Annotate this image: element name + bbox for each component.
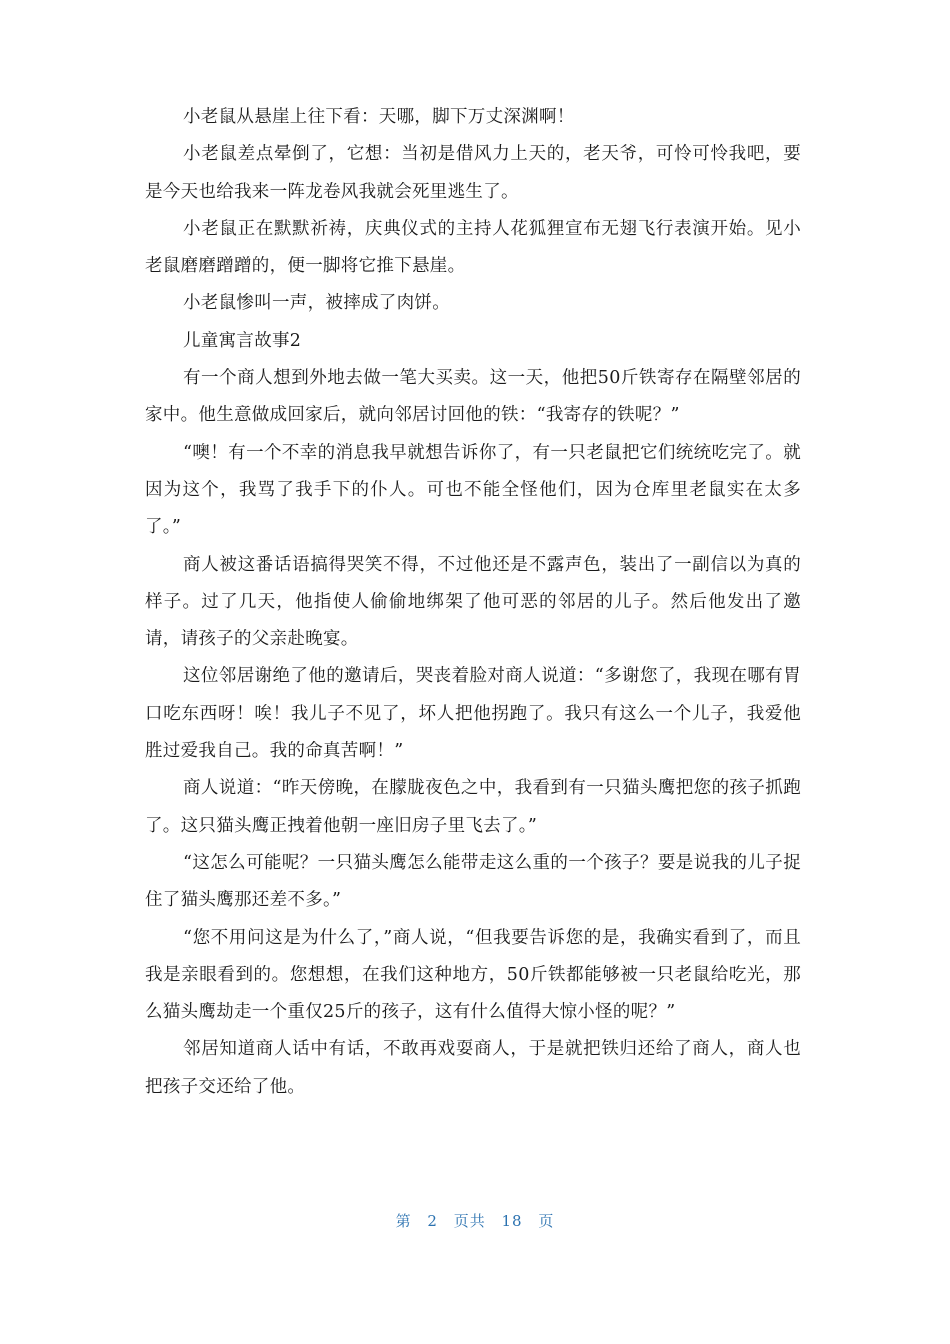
paragraph: 商人被这番话语搞得哭笑不得，不过他还是不露声色，装出了一副信以为真的样子。过了几天，他指使人偷偷地绑架了他可恶的邻居的儿子。然后他发出了邀请，请孩子的父亲赴晚宴。 [145, 554, 801, 650]
paragraph: 商人说道：“昨天傍晚，在朦胧夜色之中，我看到有一只猫头鹰把您的孩子抓跑了。这只猫头鹰正拽着他朝一座旧房子里飞去了。” [145, 778, 801, 836]
paragraph: 小老鼠差点晕倒了，它想：当初是借风力上天的，老天爷，可怜可怜我吧，要是今天也给我来一阵龙卷风我就会死里逃生了。 [145, 144, 801, 202]
current-page-number: 2 [427, 1212, 438, 1230]
paragraph: “这怎么可能呢？一只猫头鹰怎么能带走这么重的一个孩子？要是说我的儿子捉住了猫头鹰那还差不多。” [145, 852, 801, 911]
paragraph: “噢！有一个不幸的消息我早就想告诉你了，有一只老鼠把它们统统吃完了。就因为这个，我骂了我手下的仆人。可也不能全怪他们，因为仓库里老鼠实在太多了。” [145, 442, 801, 538]
section-heading: 儿童寓言故事2 [183, 330, 302, 351]
page-label-suffix: 页 [538, 1212, 555, 1230]
paragraph: 有一个商人想到外地去做一笔大买卖。这一天，他把50斤铁寄存在隔壁邻居的家中。他生意做成回家后，就向邻居讨回他的铁：“我寄存的铁呢？” [145, 368, 801, 426]
page-label-middle: 页共 [453, 1212, 486, 1230]
paragraph: 这位邻居谢绝了他的邀请后，哭丧着脸对商人说道：“多谢您了，我现在哪有胃口吃东西呀！唉！我儿子不见了，坏人把他拐跑了。我只有这么一个儿子，我爱他胜过爱我自己。我的命真苦啊！” [145, 666, 801, 762]
total-page-count: 18 [501, 1212, 523, 1230]
page-label-prefix: 第 [395, 1212, 412, 1230]
document-body [145, 99, 801, 1106]
page-footer [0, 1210, 950, 1231]
paragraph: 小老鼠从悬崖上往下看：天哪，脚下万丈深渊啊！ [183, 107, 575, 127]
paragraph: 小老鼠正在默默祈祷，庆典仪式的主持人花狐狸宣布无翅飞行表演开始。见小老鼠磨磨蹭蹭的，便一脚将它推下悬崖。 [145, 218, 801, 277]
paragraph: “您不用问这是为什么了，”商人说，“但我要告诉您的是，我确实看到了，而且我是亲眼看到的。您想想，在我们这种地方，50斤铁都能够被一只老鼠给吃光，那么猫头鹰劫走一个重仅25斤的孩子，这有什么值得大惊小怪的呢？” [145, 927, 801, 1023]
paragraph: 邻居知道商人话中有话，不敢再戏耍商人，于是就把铁归还给了商人，商人也把孩子交还给了他。 [145, 1039, 801, 1097]
paragraph: 小老鼠惨叫一声，被摔成了肉饼。 [183, 293, 450, 314]
